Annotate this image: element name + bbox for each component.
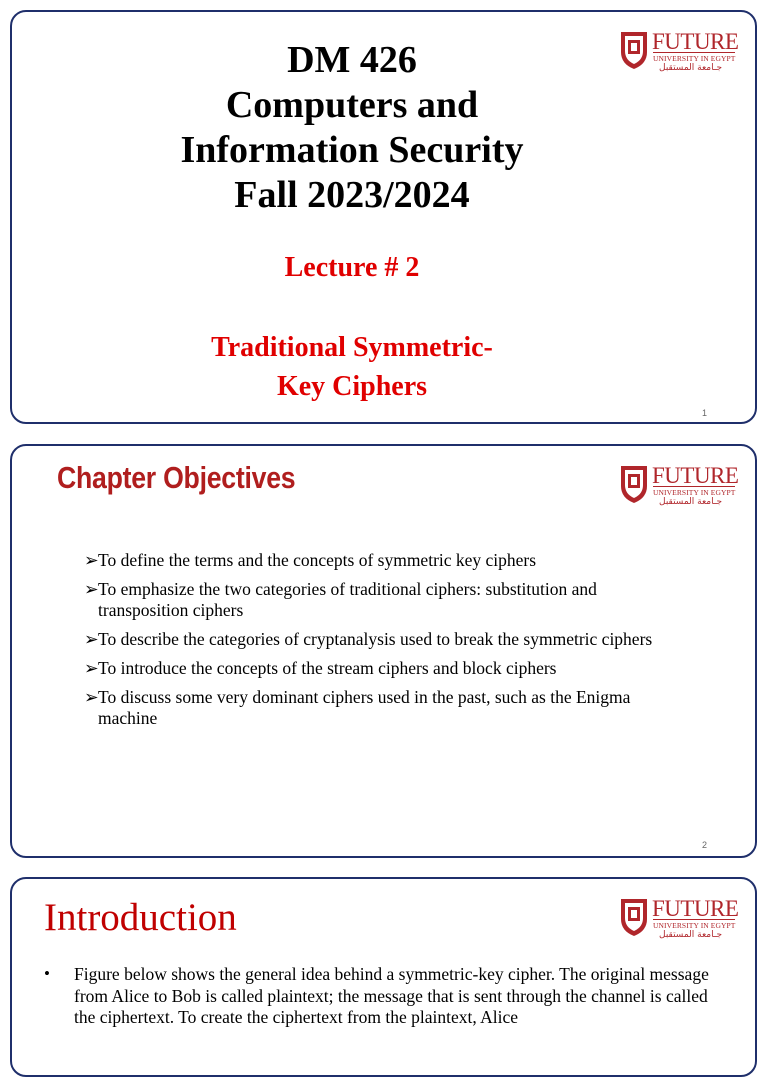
arrow-bullet-icon: ➢ xyxy=(84,629,99,649)
objective-text: To define the terms and the concepts of symmetric key ciphers xyxy=(98,550,537,570)
shield-icon xyxy=(619,897,649,937)
list-item xyxy=(84,550,684,571)
course-title xyxy=(12,38,692,218)
arrow-bullet-icon: ➢ xyxy=(84,658,99,678)
logo-word: FUTURE xyxy=(652,29,739,54)
objective-text: To discuss some very dominant ciphers used in the past, such as the Enigma machine xyxy=(98,687,631,728)
title-line: Information Security xyxy=(180,129,524,171)
arrow-bullet-icon: ➢ xyxy=(84,687,99,707)
title-line: Computers and xyxy=(225,84,479,126)
lecture-subtitle xyxy=(12,328,692,406)
logo-subtext: UNIVERSITY IN EGYPT xyxy=(653,488,736,497)
objective-text: To describe the categories of cryptanalysis used to break the symmetric ciphers xyxy=(98,629,653,649)
page-number: 1 xyxy=(701,408,707,418)
slide-3 xyxy=(10,877,757,1077)
logo-word: FUTURE xyxy=(652,896,739,921)
objective-text: To emphasize the two categories of traditional ciphers: substitution and transposition ciphers xyxy=(98,579,597,620)
list-item xyxy=(84,629,684,650)
page-number: 2 xyxy=(701,840,707,850)
slide-2 xyxy=(10,444,757,858)
university-logo xyxy=(619,462,739,510)
arrow-bullet-icon: ➢ xyxy=(84,550,99,570)
arrow-bullet-icon: ➢ xyxy=(84,579,99,599)
list-item xyxy=(84,579,684,621)
logo-arabic: جـامعة المستقبل xyxy=(659,63,723,73)
logo-subtext: UNIVERSITY IN EGYPT xyxy=(653,54,736,63)
title-line: DM 426 xyxy=(287,39,417,81)
university-logo xyxy=(619,895,739,943)
intro-bullet xyxy=(44,964,724,1029)
list-item xyxy=(84,687,684,729)
logo-subtext: UNIVERSITY IN EGYPT xyxy=(653,921,736,930)
list-item xyxy=(84,658,684,679)
logo-word: FUTURE xyxy=(652,463,739,488)
bullet-dot-icon: • xyxy=(44,964,50,983)
chapter-objectives-heading: Chapter Objectives xyxy=(57,460,296,495)
objectives-list xyxy=(84,550,684,737)
slide-1 xyxy=(10,10,757,424)
intro-paragraph: Figure below shows the general idea behind a symmetric-key cipher. The original message from Alice to Bob is called plaintext; the message that is sent through the channel is called the ciphertext. To create the ciphertext from the plaintext, Alice xyxy=(74,964,709,1027)
logo-arabic: جـامعة المستقبل xyxy=(659,497,723,507)
shield-icon xyxy=(619,464,649,504)
introduction-heading: Introduction xyxy=(44,896,237,939)
lecture-number: Lecture # 2 xyxy=(284,252,420,283)
objective-text: To introduce the concepts of the stream ciphers and block ciphers xyxy=(98,658,557,678)
logo-arabic: جـامعة المستقبل xyxy=(659,930,723,940)
subtitle-line: Traditional Symmetric- xyxy=(211,332,493,363)
subtitle-line: Key Ciphers xyxy=(276,371,428,402)
title-line: Fall 2023/2024 xyxy=(234,174,470,216)
